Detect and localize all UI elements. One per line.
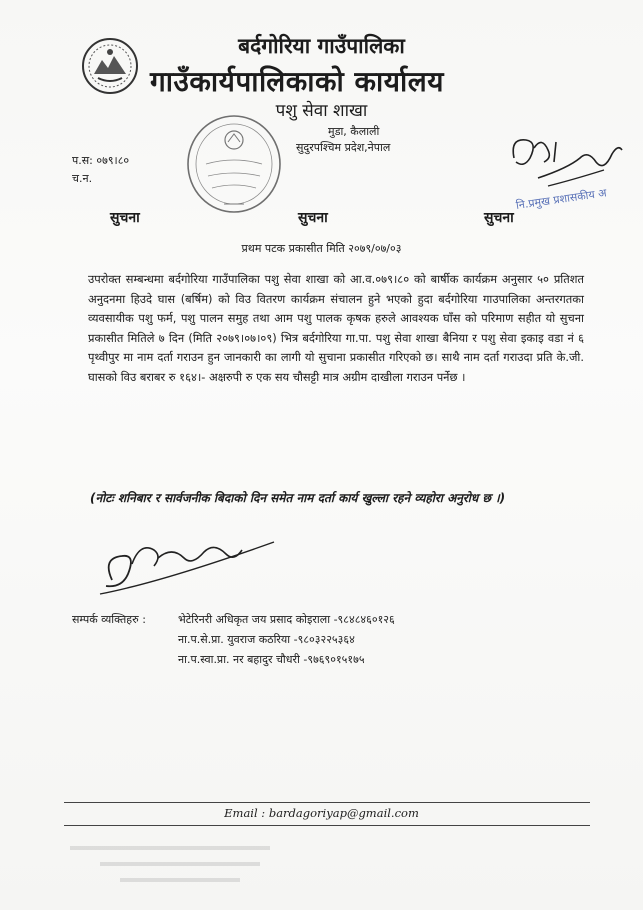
municipality-name: बर्दगोरिया गाउँपालिका <box>238 34 405 58</box>
signature-middle <box>92 528 282 604</box>
footer-email: Email : bardagoriyap@gmail.com <box>224 806 419 820</box>
officer-signature-right <box>508 128 626 196</box>
notice-heading-right: सुचना <box>484 210 514 226</box>
contact-person-3: ना.प.स्वा.प्रा. नर बहादुर चौधरी -९७६९०१५१७५ <box>178 653 365 666</box>
notice-note: (नोटः शनिबार र सार्वजनीक बिदाको दिन समेत नाम दर्ता कार्य खुल्ला रहने व्यहोरा अनुरोध छ ।) <box>90 491 506 505</box>
office-seal-stamp <box>184 112 284 216</box>
contacts-label: सम्पर्क व्यक्तिहरु : <box>72 613 146 626</box>
section-name: पशु सेवा शाखा <box>275 101 368 121</box>
official-stamp-text: नि.प्रमुख प्रशासकीय अ <box>515 186 608 212</box>
dispatch-number: च.न. <box>72 172 93 185</box>
paper-bleed-through <box>60 840 580 890</box>
province-line: सुदुरपश्चिम प्रदेश,नेपाल <box>296 141 391 154</box>
footer-rule-bottom <box>64 825 590 826</box>
reference-number: प.स: ०७९।८० <box>72 154 130 167</box>
office-name: गाउँकार्यपालिकाको कार्यालय <box>150 65 444 98</box>
footer-rule-top <box>64 802 590 803</box>
contact-person-2: ना.प.से.प्रा. युवराज कठरिया -९८०३२२५३६४ <box>178 633 355 646</box>
notice-heading-center: सुचना <box>298 210 328 226</box>
notice-heading-left: सुचना <box>110 210 140 226</box>
notice-body: उपरोक्त सम्बन्धमा बर्दगोरिया गाउँपालिका पशु सेवा शाखा को आ.व.०७९।८० को बार्षीक कार्यक्रम अनुसार ५० प्रतिशत अनुदनमा हिउदे घास (बर्षिम) को विउ वितरण कार्यक्रम संचालन हुने भएको हुदा बर्दगोरिया गाउपालिका अन्तरगतका व्यवसायीक पशु फर्म, पशु पालन समुह तथा आम पशु पालक कृषक हरुले आवश्यक घाँस को परिमाण सहीत यो सुचना प्रकासीत मितिले ७ दिन (मिति २०७९।०७।०९) भित्र बर्दगोरिया गा.पा. पशु सेवा शाखा बैनिया र पशु सेवा इकाइ वडा नं ६ पृथ्वीपुर मा नाम दर्ता गराउन हुन जानकारी का लागी यो सुचाना प्रकासीत गरिएको छ। साथै नाम दर्ता गराउदा प्रति के.जी. घासको विउ बराबर रु १६४।- अक्षरुपी रु एक सय चौसट्टी मात्र अग्रीम दाखीला गराउन पर्नेछ । <box>88 272 584 384</box>
address-line: मुडा, कैलाली <box>328 125 380 138</box>
publication-date: प्रथम पटक प्रकासीत मिति २०७९/०७/०३ <box>241 242 402 255</box>
contact-person-1: भेटेरिनरी अधिकृत जय प्रसाद कोइराला -९८४८४६०१२६ <box>178 613 395 626</box>
